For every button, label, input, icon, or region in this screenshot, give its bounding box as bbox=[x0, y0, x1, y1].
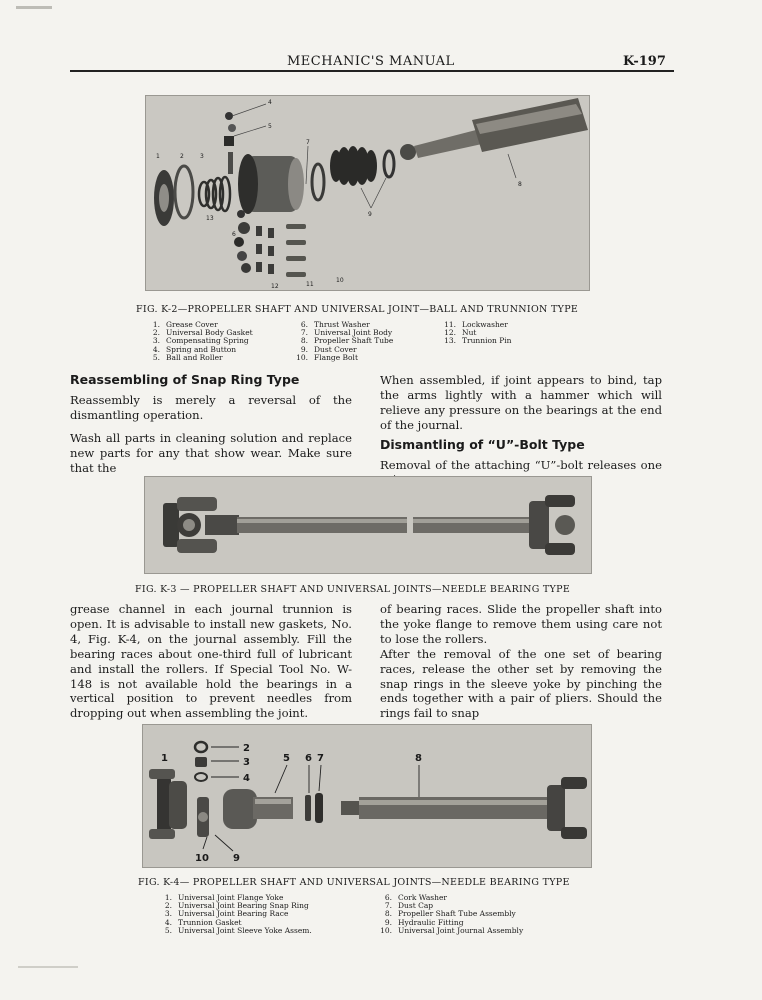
legend-item: 9. Hydraulic Fitting bbox=[384, 917, 464, 927]
k4-callout: 6 bbox=[305, 753, 312, 764]
section-heading-dismantling: Dismantling of “U”-Bolt Type bbox=[380, 436, 585, 452]
paragraph: Removal of the attaching “U”-bolt releases one bbox=[380, 457, 662, 472]
k4-callout: 1 bbox=[161, 753, 168, 764]
section-heading-reassembling: Reassembling of Snap Ring Type bbox=[70, 372, 300, 387]
legend-item: 5. Ball and Roller bbox=[152, 352, 223, 362]
k4-callout: 10 bbox=[195, 853, 209, 864]
running-header-title: MECHANIC'S MANUAL bbox=[287, 54, 455, 69]
figure-k4-legend-col1 bbox=[160, 894, 312, 935]
k4-callout: 3 bbox=[243, 757, 250, 768]
header-rule bbox=[70, 70, 674, 72]
legend-item: 4. Spring and Button bbox=[152, 344, 237, 354]
k4-callout: 7 bbox=[317, 753, 324, 764]
figure-k2-photo bbox=[145, 95, 590, 291]
k4-callout: 2 bbox=[243, 743, 250, 754]
k2-callout: 9 bbox=[368, 211, 372, 218]
legend-item: 10. Flange Bolt bbox=[296, 352, 358, 362]
paragraph: Wash all parts in cleaning solution and replace new parts for any that show wear. Make sure that the bbox=[70, 430, 352, 475]
legend-item: 7. Dust Cap bbox=[384, 901, 434, 911]
k2-callout: 6 bbox=[232, 231, 236, 238]
legend-item: 3. Compensating Spring bbox=[152, 336, 249, 346]
scan-smear-top bbox=[16, 6, 52, 9]
paragraph: Reassembly is merely a reversal of the dismantling operation. bbox=[70, 392, 352, 422]
legend-item: 9. Dust Cover bbox=[300, 344, 357, 354]
scan-smear-bottom bbox=[18, 966, 78, 968]
paragraph: After the removal of the one set of bearing races, release the other set by removing the snap rings in the sleeve yoke by pinching the ends together with a pair of pliers. Should the rings fail to snap bbox=[380, 646, 662, 721]
k2-callout: 11 bbox=[306, 281, 314, 288]
figure-k4-legend-col2 bbox=[380, 894, 523, 935]
legend-item: 1. Universal Joint Flange Yoke bbox=[164, 893, 284, 902]
k2-callout: 10 bbox=[336, 277, 344, 284]
legend-item: 4. Trunnion Gasket bbox=[164, 917, 242, 927]
legend-item: 12. Nut bbox=[444, 328, 477, 338]
figure-k2-legend-col1 bbox=[148, 321, 253, 362]
k2-callout: 1 bbox=[156, 153, 160, 160]
legend-item: 6. Thrust Washer bbox=[300, 320, 370, 329]
legend-item: 10. Universal Joint Journal Assembly bbox=[380, 925, 524, 935]
paragraph: When assembled, if joint appears to bind, tap the arms lightly with a hammer which will relieve any pressure on the bearings at the end of the journal. bbox=[380, 373, 662, 432]
section1-left-column bbox=[70, 373, 352, 483]
k2-callout: 5 bbox=[268, 123, 272, 130]
section2-right-column bbox=[380, 602, 662, 729]
legend-item: 2. Universal Joint Bearing Snap Ring bbox=[164, 901, 309, 911]
legend-item: 8. Propeller Shaft Tube bbox=[300, 336, 394, 346]
legend-item: 5. Universal Joint Sleeve Yoke Assem. bbox=[164, 925, 312, 935]
k2-callout: 8 bbox=[518, 181, 522, 188]
k2-callout: 7 bbox=[306, 139, 310, 146]
k2-callout: 3 bbox=[200, 153, 204, 160]
figure-k2-legend-col3 bbox=[444, 321, 511, 346]
paragraph: grease channel in each journal trunnion is open. It is advisable to install new gaskets, No. 4, Fig. K-4, on the journal assembly. Fill the bearing races about one-third full of lubricant and install the rollers. If Special Tool No. W-148 is not available hold the bearings in a vertical position to prevent needles from dropping out when assembling the joint. bbox=[70, 602, 352, 721]
legend-item: 1. Grease Cover bbox=[152, 320, 218, 329]
k4-callout: 4 bbox=[243, 773, 250, 784]
legend-item: 7. Universal Joint Body bbox=[300, 328, 393, 338]
figure-k2-caption: FIG. K-2—PROPELLER SHAFT AND UNIVERSAL JOINT—BALL AND TRUNNION TYPE bbox=[136, 304, 579, 315]
k4-callout: 9 bbox=[233, 853, 240, 864]
figure-k2-legend-col2 bbox=[296, 321, 393, 362]
k2-callout: 4 bbox=[268, 99, 272, 106]
page-number: K-197 bbox=[623, 54, 666, 69]
k2-callout: 12 bbox=[271, 283, 279, 290]
k4-exploded-view-illustration bbox=[143, 725, 591, 867]
k4-callout: 8 bbox=[415, 753, 422, 764]
legend-item: 8. Propeller Shaft Tube Assembly bbox=[384, 909, 516, 919]
figure-k3-caption: FIG. K-3 — PROPELLER SHAFT AND UNIVERSAL JOINTS—NEEDLE BEARING TYPE bbox=[135, 584, 571, 595]
k2-callout: 13 bbox=[206, 215, 214, 222]
legend-item: 13. Trunnion Pin bbox=[444, 336, 512, 346]
k4-callout: 5 bbox=[283, 753, 290, 764]
figure-k4-photo bbox=[142, 724, 592, 868]
section2-left-column bbox=[70, 602, 352, 729]
paragraph: of bearing races. Slide the propeller shaft into the yoke flange to remove them using care not to lose the rollers. bbox=[380, 602, 662, 646]
legend-item: 11. Lockwasher bbox=[444, 320, 508, 329]
legend-item: 2. Universal Body Gasket bbox=[152, 328, 253, 338]
figure-k3-photo bbox=[144, 476, 592, 574]
k2-exploded-view-illustration bbox=[146, 96, 589, 290]
figure-k4-caption: FIG. K-4— PROPELLER SHAFT AND UNIVERSAL JOINTS—NEEDLE BEARING TYPE bbox=[138, 877, 570, 888]
legend-item: 3. Universal Joint Bearing Race bbox=[164, 909, 289, 919]
k3-shaft-illustration bbox=[145, 477, 591, 573]
legend-item: 6. Cork Washer bbox=[384, 893, 447, 902]
k2-callout: 2 bbox=[180, 153, 184, 160]
